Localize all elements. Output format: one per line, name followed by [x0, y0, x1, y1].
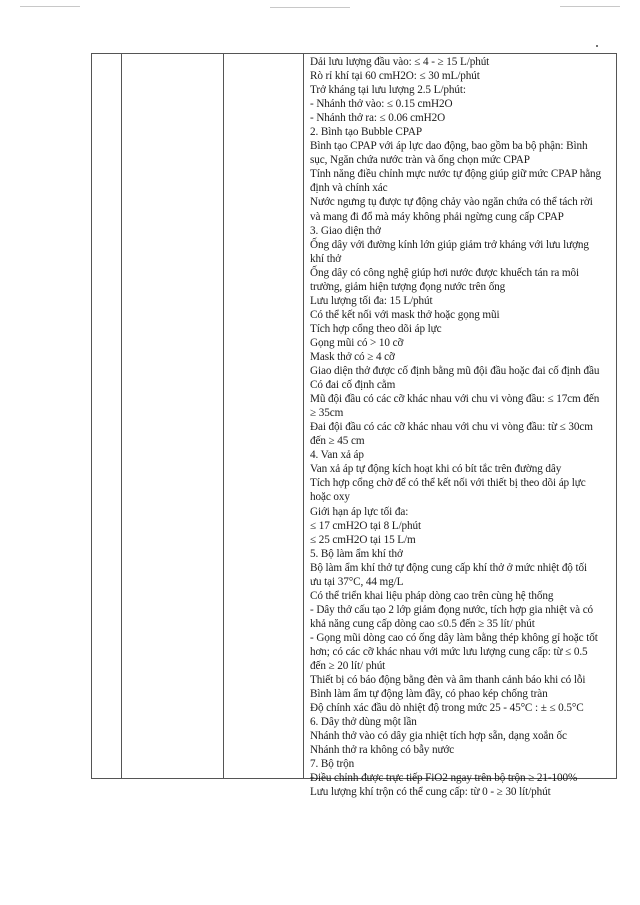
- spec-line: Có thể triển khai liệu pháp dòng cao trên cùng hệ thống: [310, 589, 554, 602]
- spec-line: Điều chỉnh được trực tiếp FiO2 ngay trên bộ trộn ≥ 21-100%: [310, 772, 578, 785]
- spec-line: Có đai cố định cằm: [310, 379, 396, 392]
- spec-line: Thiết bị có báo động bằng đèn và âm thanh cảnh báo khi có lỗi: [310, 674, 586, 687]
- spec-line: Độ chính xác đầu dò nhiệt độ trong mức 25 - 45°C : ± ≤ 0.5°C: [310, 702, 584, 715]
- spec-line: Có thể kết nối với mask thở hoặc gọng mũi: [310, 308, 500, 321]
- spec-line: Ống dây với đường kính lớn giúp giảm trở kháng với lưu lượng: [310, 238, 589, 251]
- scan-artifact-top-left: [20, 6, 80, 7]
- spec-line: Bình làm ẩm tự động làm đầy, có phao kép chống tràn: [310, 688, 548, 701]
- spec-line: khí thở: [310, 252, 342, 265]
- spec-line: Nhánh thở ra không có bẫy nước: [310, 744, 455, 757]
- spec-line: 6. Dây thở dùng một lần: [310, 716, 417, 729]
- spec-line: 2. Bình tạo Bubble CPAP: [310, 126, 422, 139]
- scan-artifact-top-right: [560, 6, 620, 7]
- spec-line: Tích hợp cổng theo dõi áp lực: [310, 322, 442, 335]
- spec-line: Trở kháng tại lưu lượng 2.5 L/phút:: [310, 84, 466, 97]
- spec-line: 5. Bộ làm ẩm khí thở: [310, 547, 403, 560]
- spec-line: 7. Bộ trộn: [310, 758, 355, 771]
- spec-line: Tính năng điều chỉnh mực nước tự động giúp giữ mức CPAP hằng: [310, 168, 602, 181]
- spec-line: hoặc oxy: [310, 491, 350, 504]
- spec-line: Mũ đội đầu có các cỡ khác nhau với chu vi vòng đầu: ≤ 17cm đến: [310, 393, 600, 406]
- spec-line: Mask thở có ≥ 4 cỡ: [310, 350, 395, 363]
- scan-dot: [596, 45, 598, 47]
- table-column-divider: [223, 54, 224, 778]
- spec-line: 4. Van xả áp: [310, 449, 364, 462]
- spec-line: Đai đội đầu có các cỡ khác nhau với chu vi vòng đầu: từ ≤ 30cm: [310, 421, 593, 434]
- spec-line: ≤ 17 cmH2O tại 8 L/phút: [310, 519, 422, 532]
- spec-line: trường, giảm hiện tượng đọng nước trên ống: [310, 280, 506, 293]
- spec-line: Nhánh thở vào có dây gia nhiệt tích hợp sẵn, dạng xoắn ốc: [310, 730, 567, 743]
- spec-line: - Nhánh thở vào: ≤ 0.15 cmH2O: [310, 98, 453, 111]
- spec-line: Nước ngưng tụ được tự động chảy vào ngăn chứa có thể tách rời: [310, 196, 593, 209]
- spec-line: Ống dây có công nghệ giúp hơi nước được khuếch tán ra môi: [310, 266, 579, 279]
- spec-line: Tích hợp cổng chờ để có thể kết nối với thiết bị theo dõi áp lực: [310, 477, 586, 490]
- spec-line: và mang đi đổ mà máy không phải ngừng cung cấp CPAP: [310, 210, 564, 223]
- spec-line: - Dây thở cấu tạo 2 lớp giảm đọng nước, tích hợp gia nhiệt và có: [310, 603, 594, 616]
- specification-text: [310, 55, 615, 799]
- spec-line: ≥ 35cm: [310, 407, 344, 420]
- spec-line: Lưu lượng tối đa: 15 L/phút: [310, 294, 433, 307]
- spec-line: Giới hạn áp lực tối đa:: [310, 505, 409, 518]
- spec-line: Dải lưu lượng đầu vào: ≤ 4 - ≥ 15 L/phút: [310, 56, 490, 68]
- table-column-divider: [121, 54, 122, 778]
- spec-line: - Gọng mũi dòng cao có ống dây làm bằng thép không gỉ hoặc tốt: [310, 631, 598, 644]
- spec-line: 3. Giao diện thở: [310, 224, 381, 237]
- spec-line: Giao diện thở được cố định bằng mũ đội đầu hoặc đai cố định đầu: [310, 365, 600, 378]
- spec-line: khả năng cung cấp dòng cao ≤0.5 đến ≥ 35 lít/ phút: [310, 617, 535, 630]
- spec-line: Gọng mũi có > 10 cỡ: [310, 336, 404, 349]
- spec-line: Rò rỉ khí tại 60 cmH2O: ≤ 30 mL/phút: [310, 70, 480, 83]
- spec-line: Bộ làm ẩm khí thở tự động cung cấp khí thở ở mức nhiệt độ tối: [310, 561, 588, 574]
- spec-line: Bình tạo CPAP với áp lực dao động, bao gồm ba bộ phận: Bình: [310, 140, 588, 153]
- spec-line: Lưu lượng khí trộn có thể cung cấp: từ 0 - ≥ 30 lít/phút: [310, 786, 551, 799]
- spec-line: đến ≥ 20 lít/ phút: [310, 660, 386, 673]
- spec-line: - Nhánh thở ra: ≤ 0.06 cmH2O: [310, 112, 446, 125]
- spec-line: ưu tại 37°C, 44 mg/L: [310, 575, 404, 588]
- spec-line: hơn; có các cỡ khác nhau với mức lưu lượng cung cấp: từ ≤ 0.5: [310, 645, 588, 658]
- table-column-divider: [303, 54, 304, 778]
- spec-line: đến ≥ 45 cm: [310, 435, 365, 448]
- scan-artifact-top-middle: [270, 7, 350, 8]
- spec-line: sục, Ngăn chứa nước tràn và ống chọn mức CPAP: [310, 154, 530, 167]
- spec-line: định và chính xác: [310, 182, 388, 195]
- spec-line: Van xả áp tự động kích hoạt khi có bít tắc trên đường dây: [310, 463, 562, 476]
- spec-line: ≤ 25 cmH2O tại 15 L/m: [310, 533, 416, 546]
